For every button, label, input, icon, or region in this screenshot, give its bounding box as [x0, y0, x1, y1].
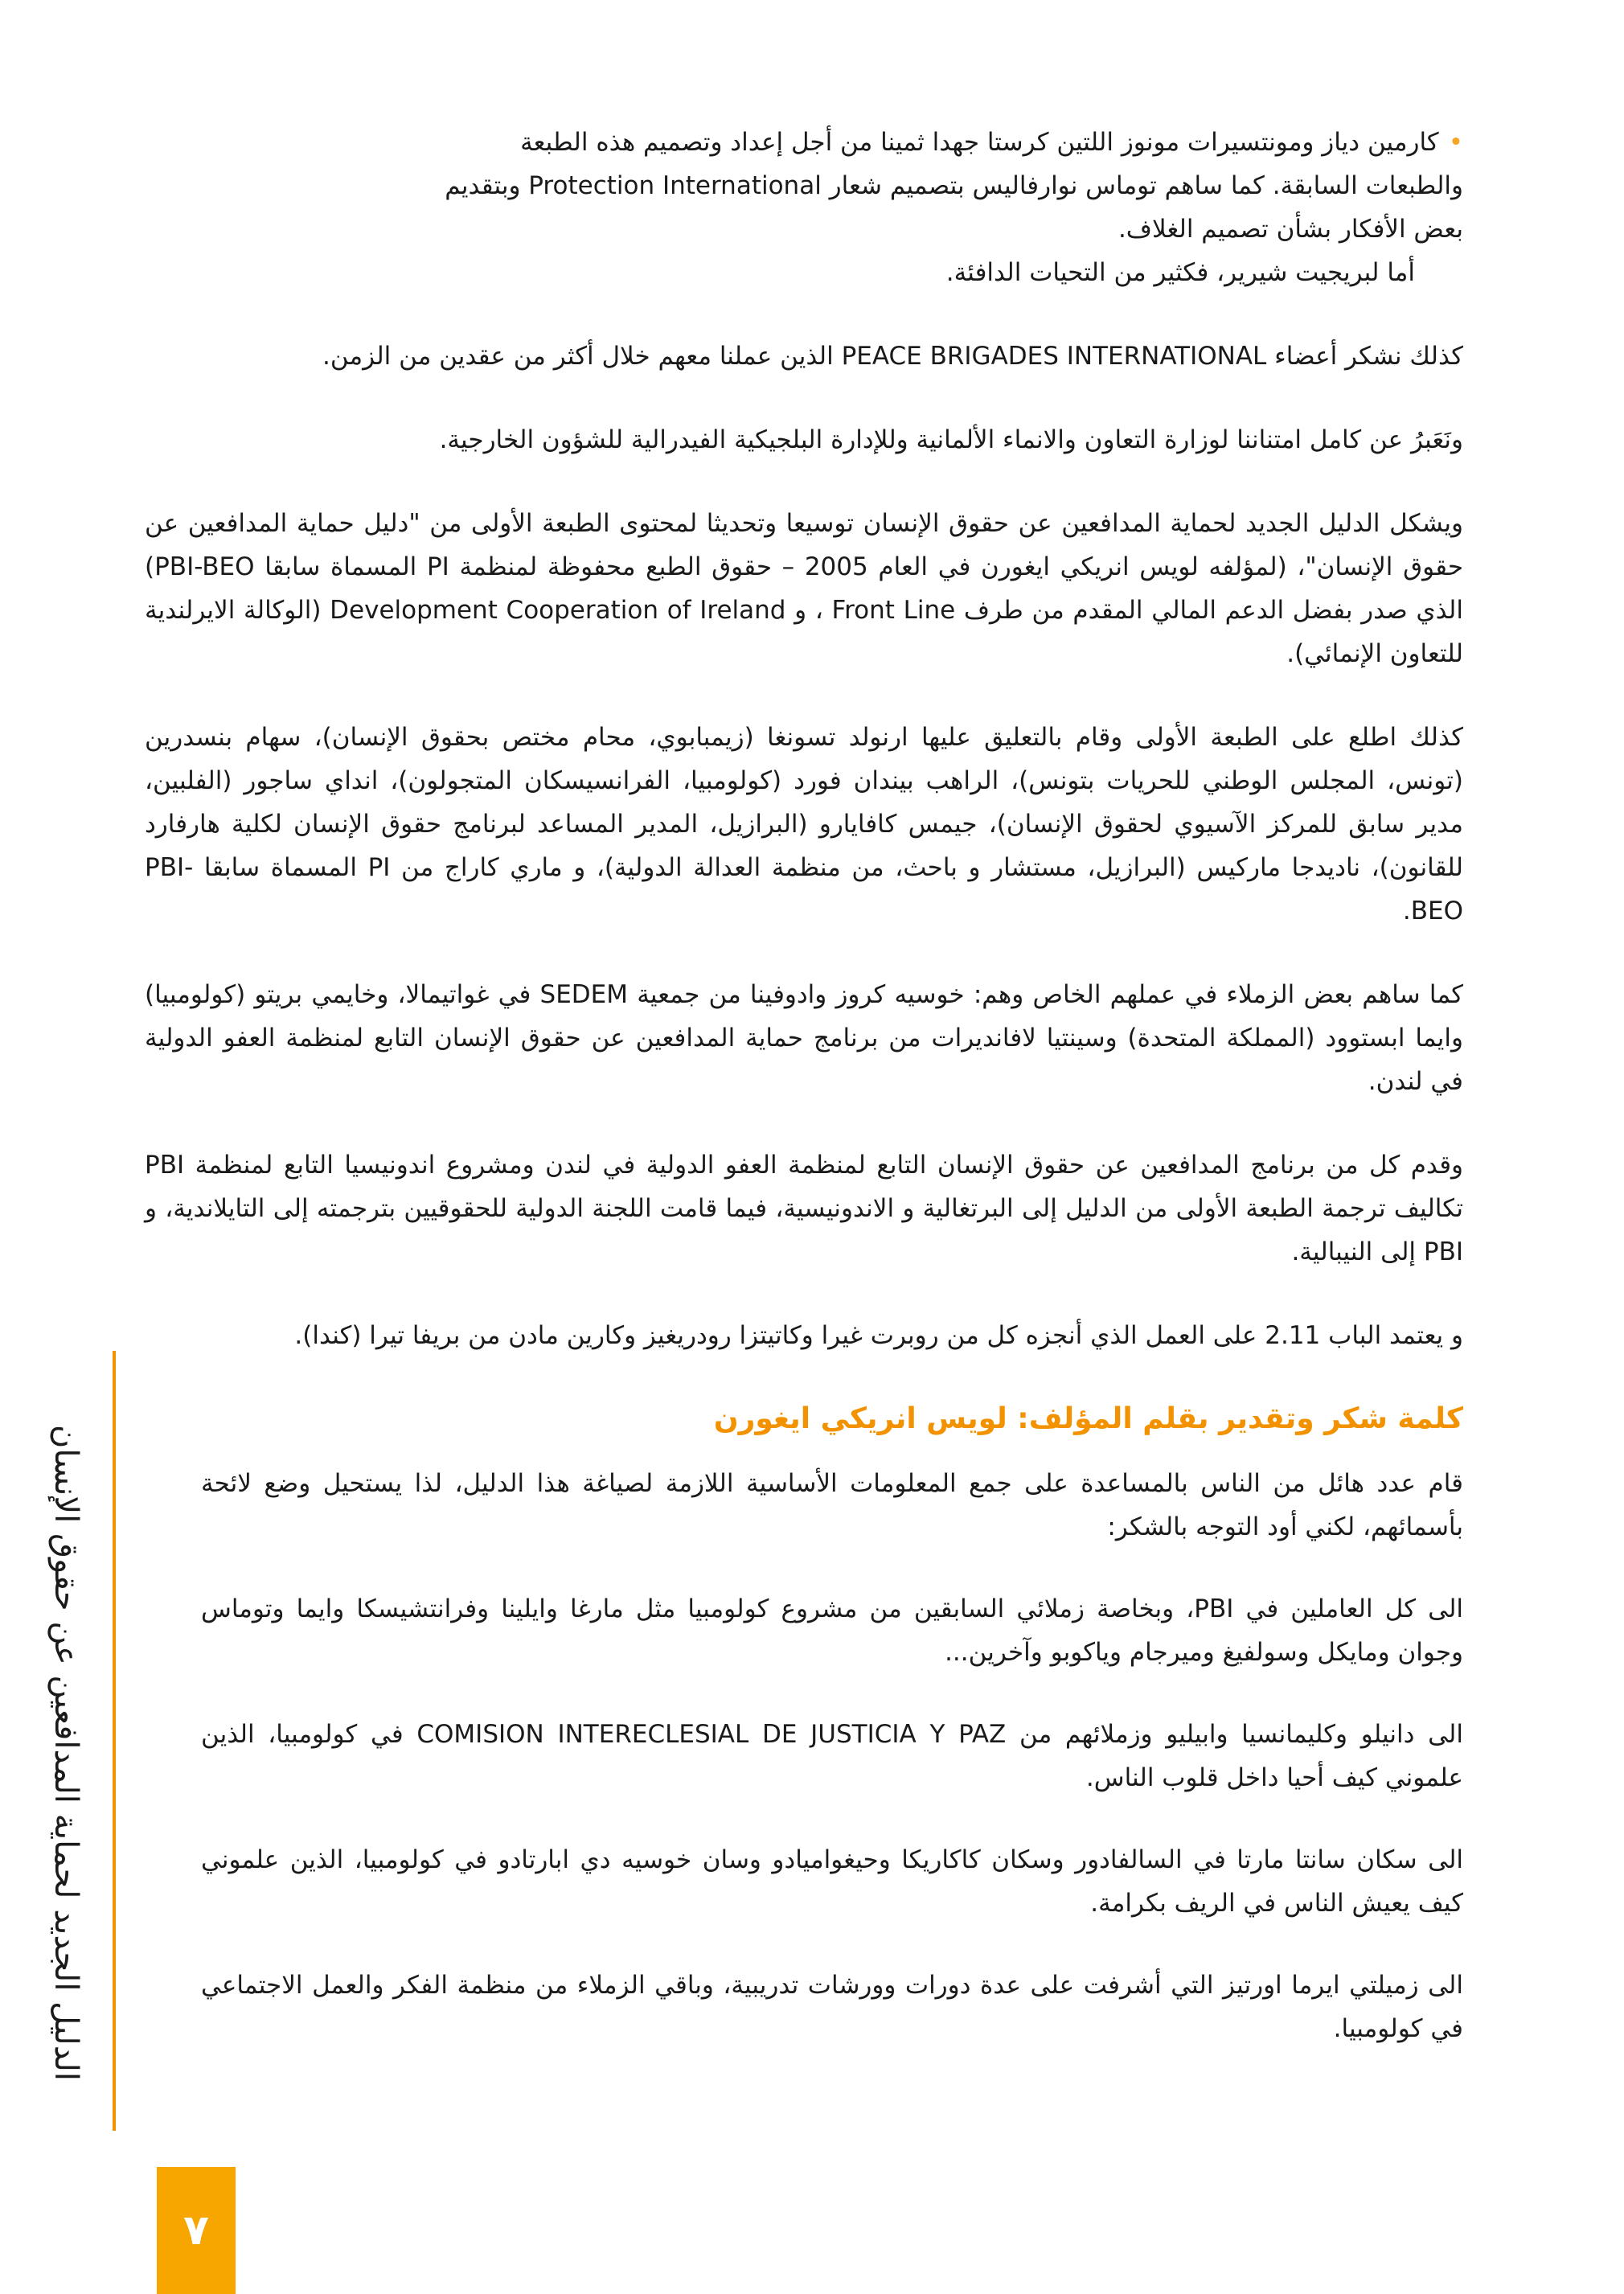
paragraph: و يعتمد الباب 2.11 على العمل الذي أنجزه كل من روبرت غيرا وكاتيتزا رودريغيز وكارين مادن من بريفا تيرا (كندا).: [294, 1321, 1463, 1350]
thanks-paragraph: الى دانيلو وكليمانسيا وابيليو وزملائهم من COMISION INTERECLESIAL DE JUSTICIA Y PAZ في كولومبيا، الذين علموني كيف أحيا داخل قلوب الناس.: [201, 1720, 1463, 1792]
bullet-line-3: بعض الأفكار بشأن تصميم الغلاف.: [1118, 215, 1463, 244]
paragraph: ونَعَبرُ عن كامل امتناننا لوزارة التعاون والانماء الألمانية وللإدارة البلجيكية الفيدرالية للشؤون الخارجية.: [439, 425, 1463, 454]
intro-bullet: [145, 121, 1463, 294]
thanks-paragraph: الى سكان سانتا مارتا في السالفادور وسكان كاكاريكا وحيغواميادو وسان خوسيه دي ابارتادو في كولومبيا، الذين علموني كيف يعيش الناس في الريف بكرامة.: [201, 1845, 1463, 1918]
paragraph: كما ساهم بعض الزملاء في عملهم الخاص وهم: خوسيه كروز وادوفينا من جمعية SEDEM في غواتيمالا، وخايمي بريتو (كولومبيا) وايما ابستوود (المملكة المتحدة) وسينتيا لافانديرات من برنامج حماية المدافعين عن حقوق الإنسان التابع لمنظمة العفو الدولية في لندن.: [145, 980, 1463, 1096]
bullet-line-1: [145, 121, 1463, 164]
bullet-dot-icon: •: [1448, 128, 1463, 157]
main-content: [145, 121, 1463, 2089]
paragraph: ويشكل الدليل الجديد لحماية المدافعين عن حقوق الإنسان توسيعا وتحديثا لمحتوى الطبعة الأولى من "دليل حماية المدافعين عن حقوق الإنسان"، (لمؤلفه لويس انريكي ايغورن في العام 2005 – حقوق الطبع محفوظة لمنظمة PI المسماة سابقا PBI-BEO) الذي صدر بفضل الدعم المالي المقدم من طرف Front Line ، و Development Cooperation of Ireland (الوكالة الايرلندية للتعاون الإنمائي).: [145, 509, 1463, 668]
bullet-line-4: أما لبريجيت شيرير، فكثير من التحيات الدافئة.: [945, 258, 1415, 287]
side-book-title: الدليل الجديد لحماية المدافعين عن حقوق الإنسان: [47, 1424, 84, 2082]
thanks-paragraph: الى زميلتي ايرما اورتيز التي أشرفت على عدة دورات وورشات تدريبية، وباقي الزملاء من منظمة الفكر والعمل الاجتماعي في كولومبيا.: [201, 1971, 1463, 2043]
thanks-paragraph: الى كل العاملين في PBI، وبخاصة زملائي السابقين من مشروع كولومبيا مثل مارغا وايلينا وفرانتشيسكا وايما وتوماس وجوان ومايكل وسولفيغ وميرجام وياكوبو وآخرين...: [201, 1594, 1463, 1667]
paragraph: وقدم كل من برنامج المدافعين عن حقوق الإنسان التابع لمنظمة العفو الدولية في لندن ومشروع اندونيسيا التابع لمنظمة PBI تكاليف ترجمة الطبعة الأولى من الدليل إلى البرتغالية و الاندونيسية، فيما قامت اللجنة الدولية للحقوقيين بترجمته إلى التايلاندية، و PBI إلى النيبالية.: [145, 1151, 1463, 1266]
thanks-paragraph: قام عدد هائل من الناس بالمساعدة على جمع المعلومات الأساسية اللازمة لصياغة هذا الدليل، لذا يستحيل وضع لائحة بأسمائهم، لكني أود التوجه بالشكر:: [201, 1469, 1463, 1541]
section-heading: كلمة شكر وتقدير بقلم المؤلف: لويس انريكي ايغورن: [713, 1402, 1463, 1435]
thanks-section: [201, 1462, 1463, 2050]
page-number-badge: ٧: [157, 2167, 236, 2294]
paragraph: كذلك نشكر أعضاء PEACE BRIGADES INTERNATIONAL الذين عملنا معهم خلال أكثر من عقدين من الزمن.: [322, 342, 1463, 371]
bullet-line-2: والطبعات السابقة. كما ساهم توماس نوارفاليس بتصميم شعار Protection International وبتقديم: [445, 171, 1463, 200]
side-divider: [113, 1351, 116, 2131]
bullet-line-1-text: كارمين دياز ومونتسيرات مونوز اللتين كرستا جهدا ثمينا من أجل إعداد وتصميم هذه الطبعة: [520, 128, 1439, 157]
paragraph: كذلك اطلع على الطبعة الأولى وقام بالتعليق عليها ارنولد تسونغا (زيمبابوي، محام مختص بحقوق الإنسان)، سهام بنسدرين (تونس، المجلس الوطني للحريات بتونس)، الراهب بيندان فورد (كولومبيا، الفرانسيسكان المتجولون)، انداي ساجور (الفلبين، مدير سابق للمركز الآسيوي لحقوق الإنسان)، جيمس كافايارو (البرازيل، المدير المساعد لبرنامج حقوق الإنسان لكلية هارفارد للقانون)، ناديدجا ماركيس (البرازيل، مستشار و باحث، من منظمة العدالة الدولية)، و ماري كاراج من PI المسماة سابقا PBI-BEO.: [145, 723, 1463, 925]
